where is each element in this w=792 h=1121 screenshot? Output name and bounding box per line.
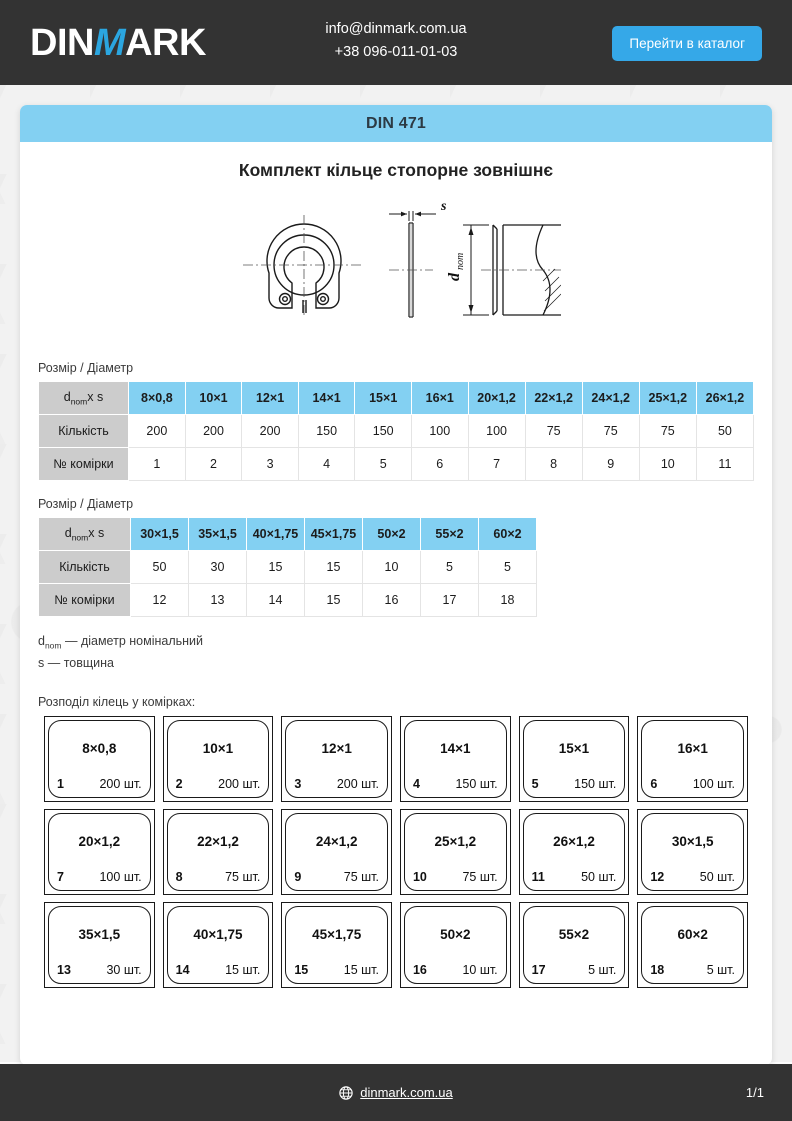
card-cell-number: 14 <box>175 963 190 978</box>
cell-size: 30×1,5 <box>131 518 189 551</box>
site-header <box>0 0 792 85</box>
cell-quantity: 200 <box>128 415 185 448</box>
cell-size: 16×1 <box>411 382 468 415</box>
cell-size: 12×1 <box>242 382 299 415</box>
card-quantity: 150 шт. <box>574 777 617 792</box>
label-thickness-s: s <box>441 199 447 214</box>
card-cell-number: 15 <box>294 963 309 978</box>
card-size-label: 30×1,5 <box>671 834 714 850</box>
cell-cell-number: 16 <box>363 584 421 617</box>
label-diameter-sub: nom <box>455 252 466 270</box>
distribution-card-body <box>641 720 744 798</box>
cell-cell-number: 1 <box>128 448 185 481</box>
card-cell-number: 5 <box>531 777 539 792</box>
cell-cell-number: 2 <box>185 448 242 481</box>
contact-phone[interactable]: +38 096-011-01-03 <box>334 44 458 61</box>
logo-text-ark: ARK <box>125 21 206 64</box>
cell-quantity: 50 <box>131 551 189 584</box>
cell-quantity: 75 <box>582 415 639 448</box>
cell-size: 25×1,2 <box>639 382 696 415</box>
cell-cell-number: 10 <box>639 448 696 481</box>
distribution-card-body <box>641 906 744 984</box>
distribution-card-body <box>523 906 626 984</box>
card-quantity: 150 шт. <box>455 777 498 792</box>
card-size-label: 25×1,2 <box>434 834 477 850</box>
cell-cell-number: 13 <box>189 584 247 617</box>
legend-line-1 <box>38 631 754 653</box>
card-quantity: 10 шт. <box>462 963 498 978</box>
distribution-card-body <box>404 906 507 984</box>
cell-size: 15×1 <box>355 382 412 415</box>
cell-quantity: 150 <box>298 415 355 448</box>
card-size-label: 35×1,5 <box>78 927 121 943</box>
brand-logo[interactable] <box>30 21 206 64</box>
distribution-card <box>163 809 274 895</box>
card-cell-number: 18 <box>650 963 665 978</box>
cell-quantity: 15 <box>247 551 305 584</box>
distribution-card <box>281 716 392 802</box>
card-size-label: 26×1,2 <box>553 834 595 850</box>
card-cell-number: 1 <box>57 777 64 792</box>
logo-text-din: DIN <box>30 21 94 64</box>
card-quantity: 5 шт. <box>588 963 617 978</box>
cell-cell-number: 18 <box>479 584 537 617</box>
cell-quantity: 200 <box>242 415 299 448</box>
card-cell-number: 10 <box>412 870 427 885</box>
cell-size: 24×1,2 <box>582 382 639 415</box>
card-cell-number: 7 <box>57 870 64 885</box>
table-row <box>39 551 537 584</box>
card-quantity: 50 шт. <box>699 870 735 885</box>
card-quantity: 200 шт. <box>99 777 142 792</box>
legend-d-sub: nom <box>44 640 62 651</box>
row-header-size: $d_{nom}x$ s <box>39 382 129 415</box>
card-cell-number: 11 <box>531 870 545 885</box>
cell-cell-number: 14 <box>247 584 305 617</box>
table-row <box>39 518 537 551</box>
card-size-label: 40×1,75 <box>193 927 243 943</box>
label-diameter-d: d <box>446 273 463 281</box>
legend-line-2: s — товщина <box>38 655 114 670</box>
card-cell-number: 9 <box>294 870 302 885</box>
cell-size: 26×1,2 <box>696 382 753 415</box>
cell-cell-number: 7 <box>468 448 525 481</box>
distribution-card-body <box>285 906 388 984</box>
card-quantity: 30 шт. <box>106 963 142 978</box>
go-to-catalog-button[interactable]: Перейти в каталог <box>612 26 762 61</box>
distribution-card-body <box>48 720 151 798</box>
cell-cell-number: 4 <box>298 448 355 481</box>
card-quantity: 200 шт. <box>218 777 261 792</box>
distribution-card-body <box>285 720 388 798</box>
cell-quantity: 50 <box>696 415 753 448</box>
cell-quantity: 15 <box>305 551 363 584</box>
spec-table-2 <box>38 517 537 617</box>
cell-quantity: 5 <box>479 551 537 584</box>
distribution-card <box>637 716 748 802</box>
cell-cell-number: 15 <box>305 584 363 617</box>
card-size-label: 60×2 <box>677 927 708 943</box>
cell-quantity: 200 <box>185 415 242 448</box>
drawing-svg <box>231 195 561 345</box>
card-quantity: 75 шт. <box>225 870 261 885</box>
card-size-label: 24×1,2 <box>315 834 358 850</box>
distribution-card-body <box>48 906 151 984</box>
distribution-card <box>637 902 748 988</box>
row-header-quantity: Кількість <box>39 415 129 448</box>
card-size-label: 15×1 <box>558 741 590 757</box>
distribution-card <box>637 809 748 895</box>
cell-cell-number: 17 <box>421 584 479 617</box>
card-cell-number: 2 <box>175 777 183 792</box>
card-size-label: 55×2 <box>558 927 590 943</box>
distribution-grid <box>20 716 772 988</box>
distribution-card-body <box>523 813 626 891</box>
cell-cell-number: 3 <box>242 448 299 481</box>
document-card <box>20 105 772 1065</box>
standard-name: DIN 471 <box>365 114 427 132</box>
cell-size: 50×2 <box>363 518 421 551</box>
distribution-card <box>519 902 630 988</box>
cell-quantity: 100 <box>468 415 525 448</box>
card-size-label: 10×1 <box>202 741 234 757</box>
table-row <box>39 584 537 617</box>
distribution-card <box>400 716 511 802</box>
distribution-card-body <box>167 906 270 984</box>
technical-drawing <box>20 195 772 345</box>
cell-cell-number: 5 <box>355 448 412 481</box>
row-header-size: $d_{nom}x$ s <box>39 518 131 551</box>
distribution-card <box>281 902 392 988</box>
spec-table-1 <box>38 381 754 481</box>
table-row <box>39 415 754 448</box>
distribution-card-body <box>285 813 388 891</box>
distribution-card <box>163 902 274 988</box>
legend-d: d <box>38 634 45 648</box>
cell-cell-number: 9 <box>582 448 639 481</box>
distribution-card-body <box>523 720 626 798</box>
cell-size: 20×1,2 <box>468 382 525 415</box>
card-cell-number: 17 <box>531 963 546 978</box>
card-quantity: 5 шт. <box>706 963 735 978</box>
cell-size: 8×0,8 <box>128 382 185 415</box>
cell-size: 35×1,5 <box>189 518 247 551</box>
distribution-card <box>163 716 274 802</box>
cell-size: 22×1,2 <box>525 382 582 415</box>
card-quantity: 15 шт. <box>343 963 379 978</box>
cell-quantity: 10 <box>363 551 421 584</box>
logo-text-m: M <box>93 21 126 64</box>
cell-cell-number: 11 <box>696 448 753 481</box>
table2-section <box>20 497 772 673</box>
cell-size: 40×1,75 <box>247 518 305 551</box>
distribution-card <box>519 716 630 802</box>
contact-email[interactable]: info@dinmark.com.ua <box>325 21 467 37</box>
card-quantity: 15 шт. <box>225 963 261 978</box>
footer-site-text[interactable]: dinmark.com.ua <box>360 1085 453 1100</box>
cell-cell-number: 6 <box>411 448 468 481</box>
card-quantity: 200 шт. <box>336 777 379 792</box>
card-quantity: 100 шт. <box>692 777 735 792</box>
card-quantity: 100 шт. <box>99 870 142 885</box>
distribution-card <box>400 809 511 895</box>
card-cell-number: 4 <box>412 777 420 792</box>
card-size-label: 50×2 <box>440 927 471 943</box>
distribution-section <box>20 695 772 988</box>
table-row <box>39 382 754 415</box>
card-cell-number: 13 <box>57 963 71 978</box>
cell-quantity: 30 <box>189 551 247 584</box>
cell-quantity: 75 <box>525 415 582 448</box>
table2-label: Розмір / Діаметр <box>38 497 134 511</box>
cell-cell-number: 12 <box>131 584 189 617</box>
legend-d-text: — діаметр номінальний <box>61 634 204 648</box>
distribution-card-body <box>48 813 151 891</box>
card-cell-number: 6 <box>650 777 658 792</box>
cell-quantity: 5 <box>421 551 479 584</box>
card-size-label: 45×1,75 <box>312 927 362 943</box>
cell-cell-number: 8 <box>525 448 582 481</box>
card-size-label: 12×1 <box>321 741 352 757</box>
distribution-card <box>44 809 155 895</box>
card-quantity: 75 шт. <box>462 870 498 885</box>
distribution-card-body <box>404 720 507 798</box>
distribution-card-body <box>404 813 507 891</box>
cell-size: 55×2 <box>421 518 479 551</box>
row-header-quantity: Кількість <box>39 551 131 584</box>
card-cell-number: 12 <box>650 870 665 885</box>
cell-quantity: 100 <box>411 415 468 448</box>
card-size-label: 16×1 <box>677 741 708 757</box>
site-footer <box>0 1064 792 1121</box>
row-header-cell-number: № комірки <box>39 584 131 617</box>
cell-size: 14×1 <box>298 382 355 415</box>
distribution-card <box>519 809 630 895</box>
card-quantity: 75 шт. <box>343 870 379 885</box>
distribution-card-body <box>167 813 270 891</box>
card-size-label: 22×1,2 <box>197 834 239 850</box>
footer-site-link[interactable] <box>339 1085 452 1100</box>
distribution-card <box>281 809 392 895</box>
card-size-label: 14×1 <box>440 741 471 757</box>
card-quantity: 50 шт. <box>581 870 617 885</box>
cell-size: 10×1 <box>185 382 242 415</box>
card-cell-number: 16 <box>412 963 427 978</box>
card-size-label: 8×0,8 <box>82 741 117 757</box>
legend-block <box>38 631 754 673</box>
card-cell-number: 3 <box>294 777 302 792</box>
row-header-cell-number: № комірки <box>39 448 129 481</box>
distribution-card <box>44 902 155 988</box>
card-size-label: 20×1,2 <box>78 834 121 850</box>
distribution-card <box>400 902 511 988</box>
table1-section <box>20 361 772 481</box>
distribution-label: Розподіл кілець у комірках: <box>38 695 196 710</box>
table1-label: Розмір / Діаметр <box>38 361 134 375</box>
globe-icon <box>339 1086 353 1100</box>
card-cell-number: 8 <box>175 870 183 885</box>
distribution-card-body <box>641 813 744 891</box>
product-title: Комплект кільце стопорне зовнішнє <box>238 160 554 180</box>
distribution-card-body <box>167 720 270 798</box>
standard-title-bar <box>20 105 772 142</box>
cell-size: 60×2 <box>479 518 537 551</box>
distribution-card <box>44 716 155 802</box>
cell-size: 45×1,75 <box>305 518 363 551</box>
table-row <box>39 448 754 481</box>
cell-quantity: 150 <box>355 415 412 448</box>
page-number: 1/1 <box>745 1085 764 1100</box>
cell-quantity: 75 <box>639 415 696 448</box>
